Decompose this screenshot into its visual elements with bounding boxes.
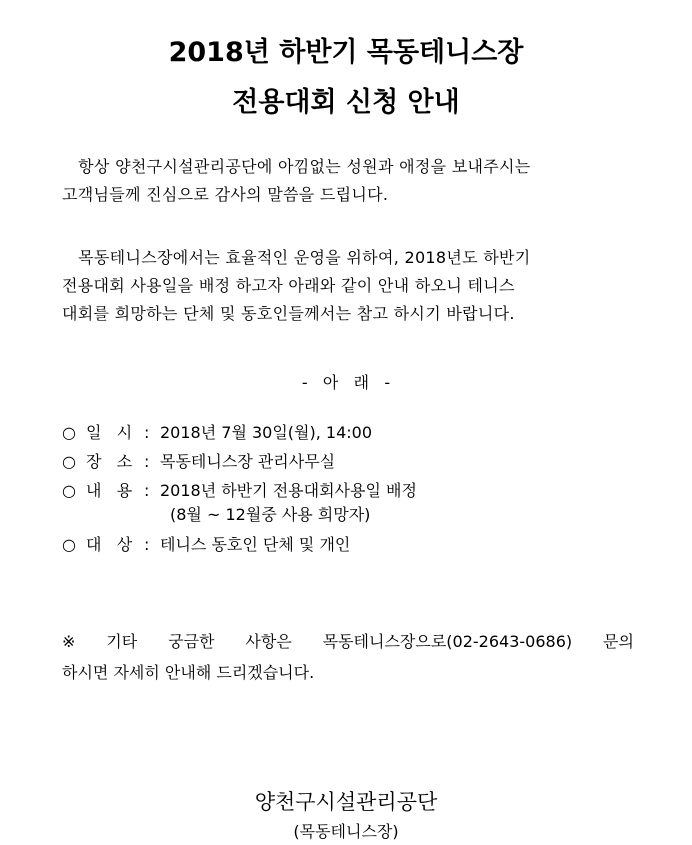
- detail-colon: :: [144, 423, 150, 442]
- note-phone: 목동테니스장으로(02-2643-0686): [322, 632, 573, 651]
- title-line-1: 2018년 하반기 목동테니스장: [168, 37, 524, 68]
- detail-value: 테니스 동호인 단체 및 개인: [160, 535, 351, 554]
- detail-item-target: [62, 532, 417, 561]
- section-heading: - 아 래 -: [301, 373, 391, 392]
- circle-bullet-icon: ○: [62, 452, 76, 471]
- note-word: 사항은: [245, 632, 292, 651]
- intro-line: 고객님들께 진심으로 감사의 말씀을 드립니다.: [62, 185, 389, 204]
- detail-colon: :: [144, 535, 150, 554]
- inquiry-note: [62, 626, 634, 688]
- organization-sub: (목동테니스장): [293, 822, 399, 841]
- title-line-2: 전용대회 신청 안내: [232, 87, 460, 118]
- reference-mark-icon: ※: [62, 632, 76, 651]
- body-line: 전용대회 사용일을 배정 하고자 아래와 같이 안내 하오니 테니스: [62, 276, 515, 295]
- intro-line: 항상 양천구시설관리공단에 아낌없는 성원과 애정을 보내주시는: [78, 157, 531, 176]
- detail-value: 2018년 하반기 전용대회사용일 배정: [160, 481, 417, 500]
- circle-bullet-icon: ○: [62, 423, 76, 442]
- note-line: [62, 626, 634, 657]
- body-line: 대회를 희망하는 단체 및 동호인들께서는 참고 하시기 바랍니다.: [62, 304, 515, 323]
- detail-colon: :: [144, 481, 150, 500]
- detail-label: 내 용: [86, 481, 133, 500]
- details-list: [62, 420, 417, 561]
- circle-bullet-icon: ○: [62, 535, 76, 554]
- detail-label: 대 상: [86, 535, 133, 554]
- body-line: 목동테니스장에서는 효율적인 운영을 위하여, 2018년도 하반기: [78, 248, 531, 267]
- organization-name: 양천구시설관리공단: [254, 790, 438, 814]
- detail-label: 일 시: [86, 423, 133, 442]
- detail-value: 목동테니스장 관리사무실: [160, 452, 336, 471]
- detail-item-date: [62, 420, 417, 449]
- detail-item-place: [62, 449, 417, 478]
- note-line: 하시면 자세히 안내해 드리겠습니다.: [62, 663, 315, 682]
- note-word: 기타: [106, 632, 138, 651]
- body-paragraph: [62, 244, 531, 328]
- detail-colon: :: [144, 452, 150, 471]
- detail-value: 2018년 7월 30일(월), 14:00: [160, 423, 373, 442]
- intro-paragraph: [62, 153, 531, 209]
- detail-subnote: (8월 ~ 12월중 사용 희망자): [170, 505, 371, 524]
- note-word: 궁금한: [168, 632, 215, 651]
- detail-label: 장 소: [86, 452, 133, 471]
- circle-bullet-icon: ○: [62, 481, 76, 500]
- note-word: 문의: [603, 632, 634, 651]
